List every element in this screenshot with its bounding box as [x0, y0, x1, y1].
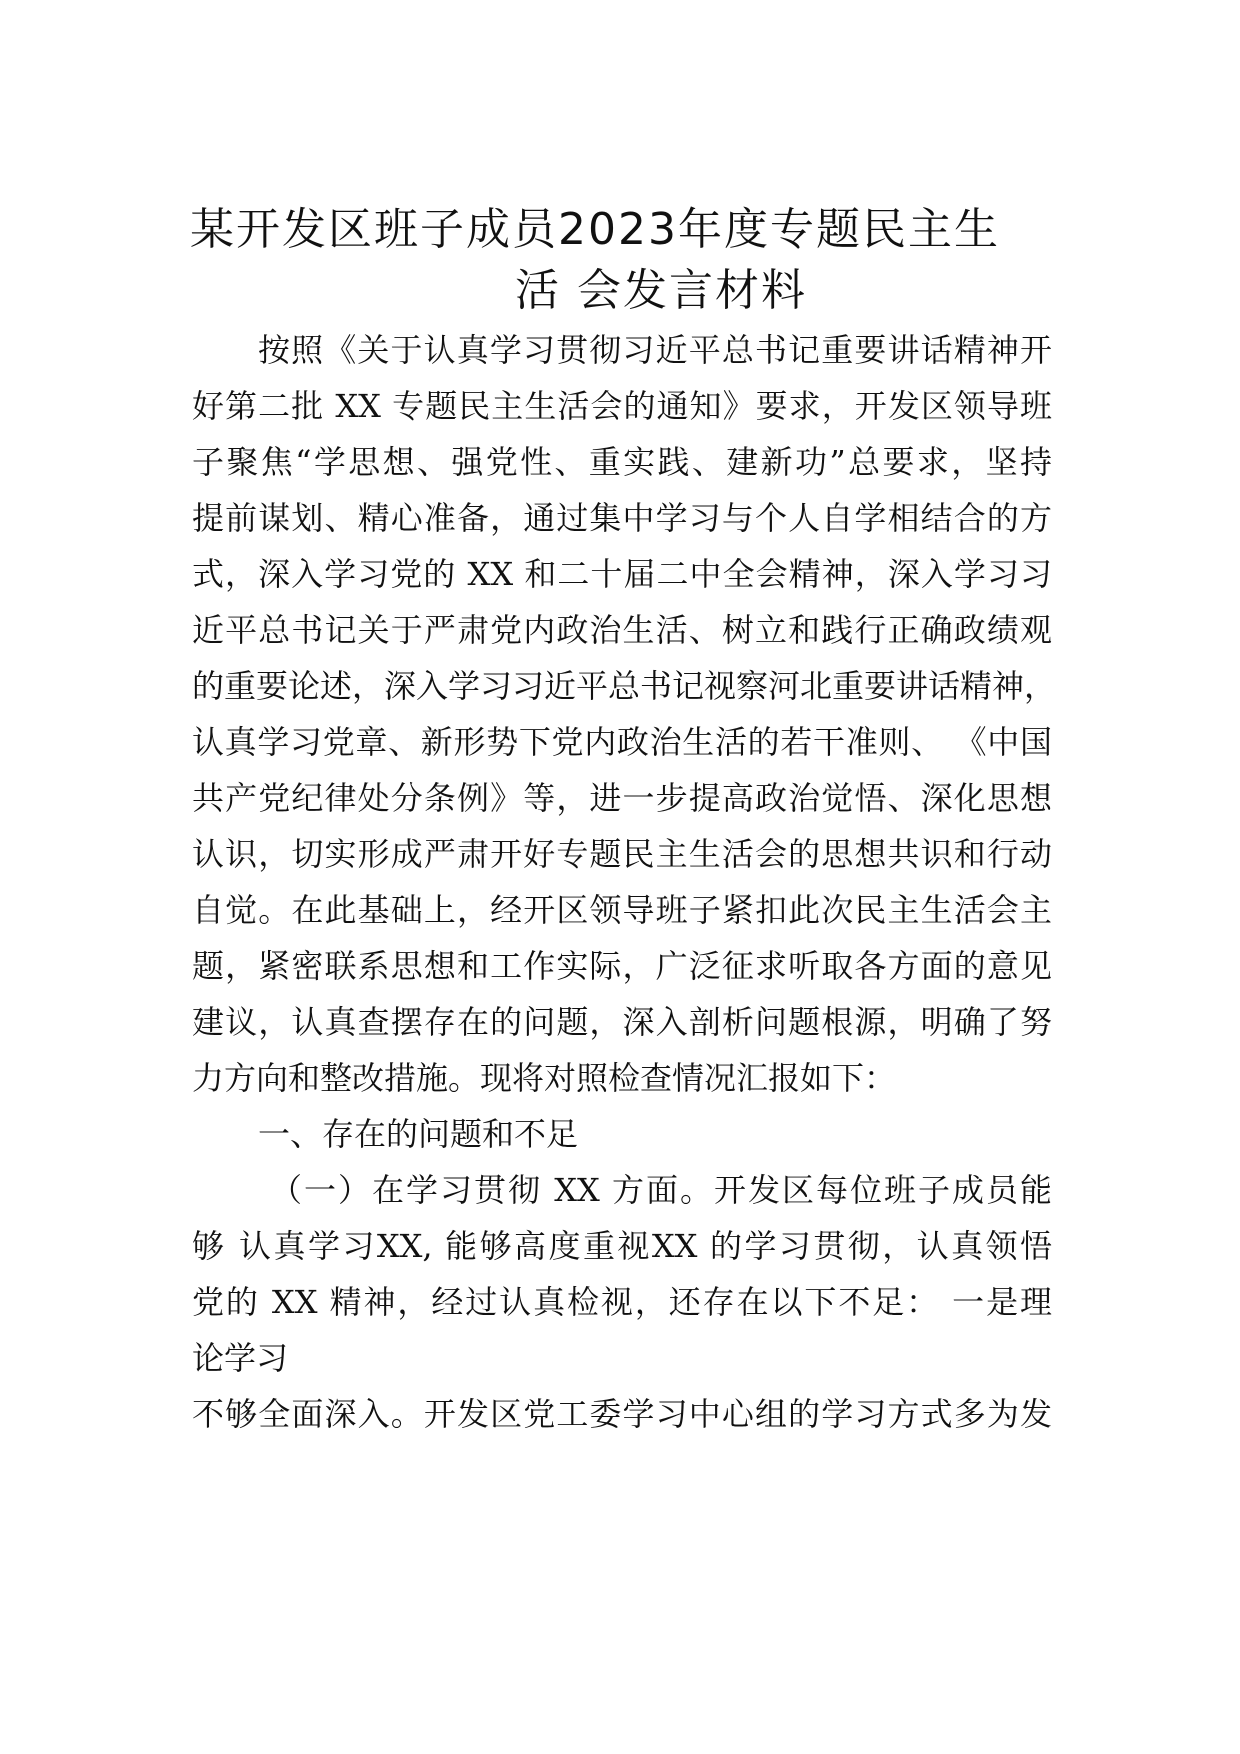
paragraph-line: 认识，切实形成严肃开好专题民主生活会的思想共识和行动 — [192, 835, 1052, 873]
paragraph-line: 自觉。在此基础上，经开区领导班子紧扣此次民主生活会主 — [192, 891, 1052, 929]
paragraph-line: 不够全面深入。开发区党工委学习中心组的学习方式多为发 — [192, 1395, 1052, 1433]
paragraph-line: 认真学习党章、新形势下党内政治生活的若干准则、 《中国 — [192, 723, 1052, 761]
section-heading: 一、存在的问题和不足 — [258, 1115, 579, 1153]
paragraph-line: 党的 XX 精神，经过认真检视，还存在以下不足： 一是理 — [192, 1283, 1052, 1321]
paragraph-line: 近平总书记关于严肃党内政治生活、树立和践行正确政绩观 — [192, 611, 1052, 649]
paragraph-line: 论学习 — [192, 1339, 289, 1377]
paragraph-line: 按照《关于认真学习贯彻习近平总书记重要讲话精神开 — [258, 331, 1052, 369]
paragraph-line: 够 认真学习XX, 能够高度重视XX 的学习贯彻，认真领悟 — [192, 1227, 1052, 1265]
paragraph-line: 建议，认真查摆存在的问题，深入剖析问题根源，明确了努 — [192, 1003, 1052, 1041]
paragraph-line: 的重要论述，深入学习习近平总书记视察河北重要讲话精神， — [192, 667, 1057, 705]
paragraph-line: 好第二批 XX 专题民主生活会的通知》要求，开发区领导班 — [192, 387, 1052, 425]
paragraph-line: （一）在学习贯彻 XX 方面。开发区每位班子成员能 — [270, 1171, 1052, 1209]
document-title-line-1: 某开发区班子成员2023年度专题民主生 — [190, 204, 1000, 255]
paragraph-line: 子聚焦“学思想、强党性、重实践、建新功”总要求，坚持 — [192, 443, 1052, 481]
paragraph-line: 题，紧密联系思想和工作实际，广泛征求听取各方面的意见 — [192, 947, 1052, 985]
paragraph-line: 共产党纪律处分条例》等，进一步提高政治觉悟、深化思想 — [192, 779, 1052, 817]
paragraph-line: 提前谋划、精心准备，通过集中学习与个人自学相结合的方 — [192, 499, 1052, 537]
paragraph-line: 式，深入学习党的 XX 和二十届二中全会精神，深入学习习 — [192, 555, 1052, 593]
document-title-line-2: 活 会发言材料 — [515, 265, 807, 316]
paragraph-line: 力方向和整改措施。现将对照检查情况汇报如下： — [192, 1059, 897, 1097]
